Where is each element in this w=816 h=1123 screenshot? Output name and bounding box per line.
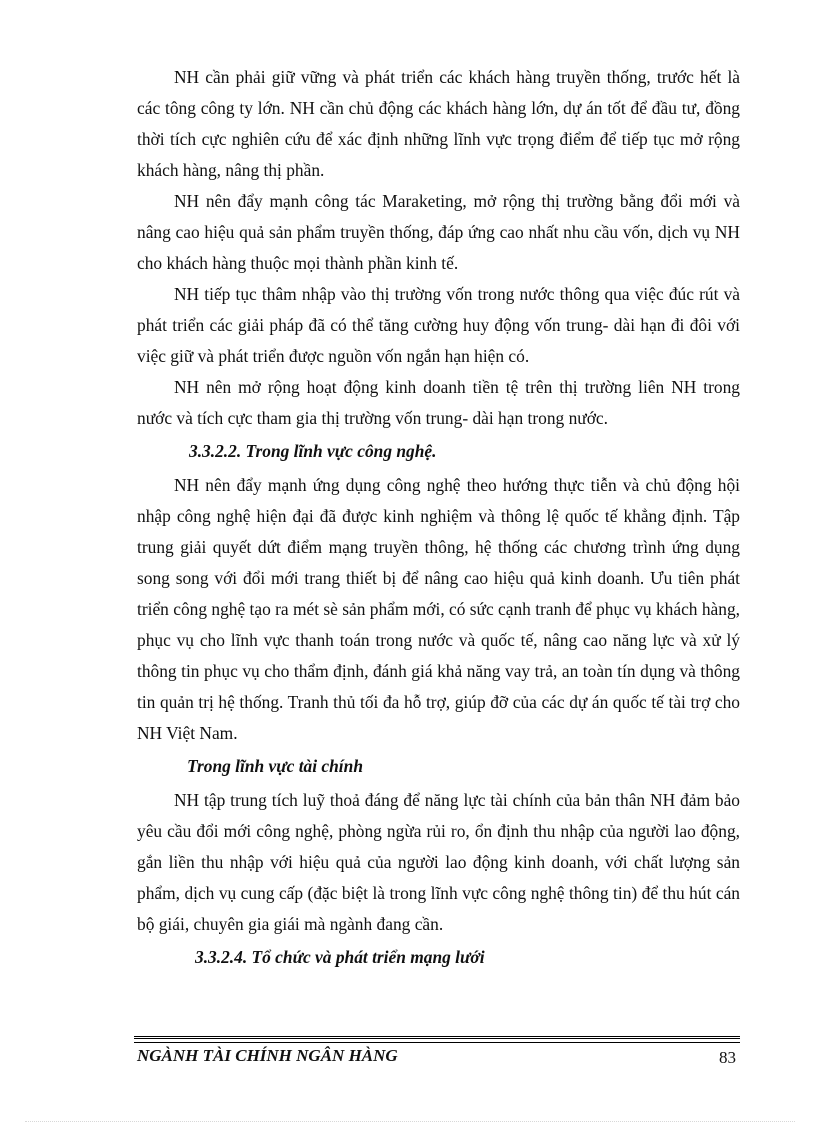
heading-network: 3.3.2.4. Tổ chức và phát triển mạng lưới	[195, 947, 485, 967]
page-edge-divider	[25, 1121, 795, 1122]
heading-finance: Trong lĩnh vực tài chính	[187, 756, 363, 776]
paragraph-interbank: NH nên mở rộng hoạt động kinh doanh tiền tệ trên thị trường liên NH trong nước và tích cực tham gia thị trường vốn trung- dài hạn trong nước.	[137, 377, 740, 428]
paragraph-technology: NH nên đẩy mạnh ứng dụng công nghệ theo hướng thực tiễn và chủ động hội nhập công nghệ hiện đại đã được kinh nghiệm và thông lệ quốc tế khẳng định. Tập trung giải quyết dứt điểm mạng truyền thông, hệ thống các chương trình ứng dụng song song với đổi mới trang thiết bị để nâng cao hiệu quả kinh doanh. Ưu tiên phát triển công nghệ tạo ra mét sè sản phẩm mới, có sức cạnh tranh để phục vụ khách hàng, phục vụ cho lĩnh vực thanh toán trong nước và quốc tế, nâng cao năng lực và xử lý thông tin phục vụ cho thẩm định, đánh giá khả năng vay trả, an toàn tín dụng và thông tin quản trị hệ thống. Tranh thủ tối đa hỗ trợ, giúp đỡ của các dự án quốc tế tài trợ cho NH Việt Nam.	[137, 475, 740, 743]
paragraph-finance: NH tập trung tích luỹ thoả đáng để năng lực tài chính của bản thân NH đảm bảo yêu cầu đổi mới công nghệ, phòng ngừa rủi ro, ổn định thu nhập của người lao động, gắn liền thu nhập với hiệu quả của người lao động kinh doanh, với chất lượng sản phẩm, dịch vụ cung cấp (đặc biệt là trong lĩnh vực công nghệ thông tin) để thu hút cán bộ giái, chuyên gia giái mà ngành đang cần.	[137, 790, 740, 934]
body-text	[137, 62, 740, 976]
paragraph-marketing: NH nên đẩy mạnh công tác Maraketing, mở rộng thị trường bằng đổi mới và nâng cao hiệu quả sản phẩm truyền thống, đáp ứng cao nhất nhu cầu vốn, dịch vụ NH cho khách hàng thuộc mọi thành phần kinh tế.	[137, 191, 740, 273]
paragraph-customers: NH cần phải giữ vững và phát triển các khách hàng truyền thống, trước hết là các tông công ty lớn. NH cần chủ động các khách hàng lớn, dự án tốt để đầu tư, đồng thời tích cực nghiên cứu để xác định những lĩnh vực trọng điểm để tiếp tục mở rộng khách hàng, nâng thị phần.	[137, 67, 740, 180]
footer-title: NGÀNH TÀI CHÍNH NGÂN HÀNG	[137, 1046, 398, 1065]
page-number: 83	[719, 1048, 736, 1067]
heading-technology: 3.3.2.2. Trong lĩnh vực công nghệ.	[189, 441, 437, 461]
paragraph-capital-market: NH tiếp tục thâm nhập vào thị trường vốn trong nước thông qua việc đúc rút và phát triển các giải pháp đã có thể tăng cường huy động vốn trung- dài hạn đi đôi với việc giữ và phát triển được nguồn vốn ngắn hạn hiện có.	[137, 284, 740, 366]
footer-divider	[134, 1036, 740, 1043]
